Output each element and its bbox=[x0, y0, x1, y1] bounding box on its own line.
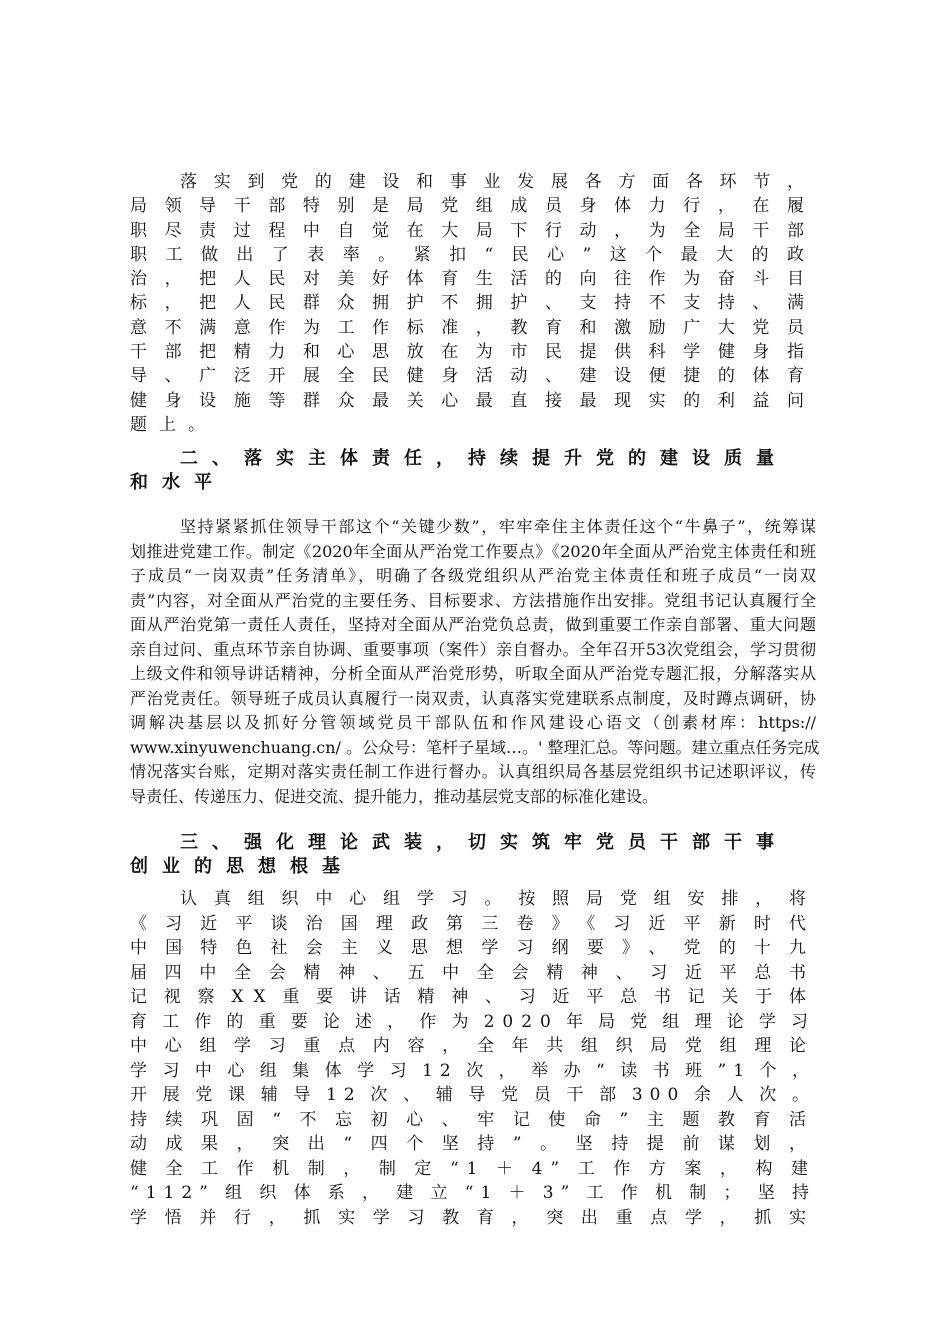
heading-line: 三、强化理论武装，切实筑牢党员干部干事 bbox=[180, 832, 788, 854]
section3-line: 中心组学习重点内容，全年共组织局党组理论 bbox=[130, 1036, 816, 1057]
section1-paragraph bbox=[130, 170, 816, 437]
section2-line: 划推进党建工作。制定《2020年全面从严治党工作要点》《2020年全面从严治党主体责任和班 bbox=[130, 541, 816, 561]
section3-line: “112”组织体系，建立“1＋3”工作机制；坚持 bbox=[130, 1183, 816, 1204]
section3-line: 记视察XX重要讲话精神、习近平总书记关于体 bbox=[130, 987, 816, 1008]
section2-line: 面从严治党第一责任人责任，坚持对全面从严治党负总责，做到重要工作亲自部署、重大问题 bbox=[130, 615, 816, 635]
section1-line: 落实到党的建设和事业发展各方面各环节， bbox=[180, 172, 816, 192]
section1-line: 治，把人民对美好体育生活的向往作为奋斗目 bbox=[130, 269, 816, 290]
section3-line: 动成果，突出“四个坚持”。坚持提前谋划， bbox=[130, 1134, 816, 1155]
section1-line: 局领导干部特别是局党组成员身体力行，在履 bbox=[130, 196, 816, 217]
section2-line: 调解决基层以及抓好分管领域党员干部队伍和作风建设心语文（创素材库：https:// bbox=[130, 713, 816, 733]
section2-line: 责”内容，对全面从严治党的主要任务、目标要求、方法措施作出安排。党组书记认真履行全 bbox=[130, 590, 816, 610]
section3-line: 育工作的重要论述，作为2020年局党组理论学习 bbox=[130, 1011, 816, 1032]
section3-line: 学悟并行，抓实学习教育，突出重点学，抓实 bbox=[130, 1207, 816, 1228]
section2-paragraph bbox=[130, 515, 820, 809]
section3-line: 认真组织中心组学习。按照局党组安排，将 bbox=[180, 889, 816, 910]
document-body bbox=[130, 170, 820, 1230]
section2-line: 上级文件和领导讲话精神，分析全面从严治党形势，听取全面从严治党专题汇报，分解落实从 bbox=[130, 664, 816, 684]
section1-line: 职工做出了表率。紧扣“民心”这个最大的政 bbox=[130, 244, 816, 265]
section2-line: 导责任、传递压力、促进交流、提升能力，推动基层党支部的标准化建设。 bbox=[130, 786, 659, 806]
section2-heading bbox=[130, 447, 816, 495]
section3-heading bbox=[130, 831, 816, 879]
section3-line: 届四中全会精神、五中全会精神、习近平总书 bbox=[130, 962, 816, 983]
section3-line: 中国特色社会主义思想学习纲要》、党的十九 bbox=[130, 938, 816, 959]
heading-line: 和水平 bbox=[130, 472, 226, 494]
section3-line: 开展党课辅导12次、辅导党员干部300余人次。 bbox=[130, 1085, 816, 1106]
section1-line: 健身设施等群众最关心最直接最现实的利益问 bbox=[130, 390, 816, 411]
section3-line: 健全工作机制，制定“1＋4”工作方案，构建 bbox=[130, 1158, 816, 1179]
heading-line: 二、落实主体责任，持续提升党的建设质量 bbox=[180, 448, 788, 470]
section1-line: 职尽责过程中自觉在大局下行动，为全局干部 bbox=[130, 220, 816, 241]
section2-line: 严治党责任。领导班子成员认真履行一岗双责，认真落实党建联系点制度，及时蹲点调研，协 bbox=[130, 688, 816, 708]
section1-line: 标，把人民群众拥护不拥护、支持不支持、满 bbox=[130, 293, 816, 314]
section1-line: 题上。 bbox=[130, 414, 217, 435]
section2-line: 子成员“一岗双责”任务清单》，明确了各级党组织从严治党主体责任和班子成员“一岗双 bbox=[130, 566, 816, 586]
section1-line: 干部把精力和心思放在为市民提供科学健身指 bbox=[130, 342, 816, 363]
heading-line: 创业的思想根基 bbox=[130, 856, 354, 878]
section2-line: www.xinyuwenchuang.cn/ 。公众号：笔杆子星域…。' 整理汇总。等问题。建立重点任务完成 bbox=[130, 737, 820, 757]
section3-line: 学习中心组集体学习12次，举办“读书班”1个， bbox=[130, 1060, 816, 1081]
section2-line: 亲自过问、重点环节亲自协调、重要事项（案件）亲自督办。全年召开53次党组会，学习贯彻 bbox=[130, 639, 816, 659]
section3-paragraph bbox=[130, 887, 816, 1230]
section2-line: 坚持紧紧抓住领导干部这个“关键少数”，牢牢牵住主体责任这个“牛鼻子”，统筹谋 bbox=[180, 517, 816, 537]
section1-line: 意不满意作为工作标准，教育和激励广大党员 bbox=[130, 317, 816, 338]
section3-line: 《习近平谈治国理政第三卷》《习近平新时代 bbox=[130, 913, 816, 934]
section2-line: 情况落实台账，定期对落实责任制工作进行督办。认真组织局各基层党组织书记述职评议，传 bbox=[130, 762, 816, 782]
section3-line: 持续巩固“不忘初心、牢记使命”主题教育活 bbox=[130, 1109, 816, 1130]
section1-line: 导、广泛开展全民健身活动、建设便捷的体育 bbox=[130, 366, 816, 387]
